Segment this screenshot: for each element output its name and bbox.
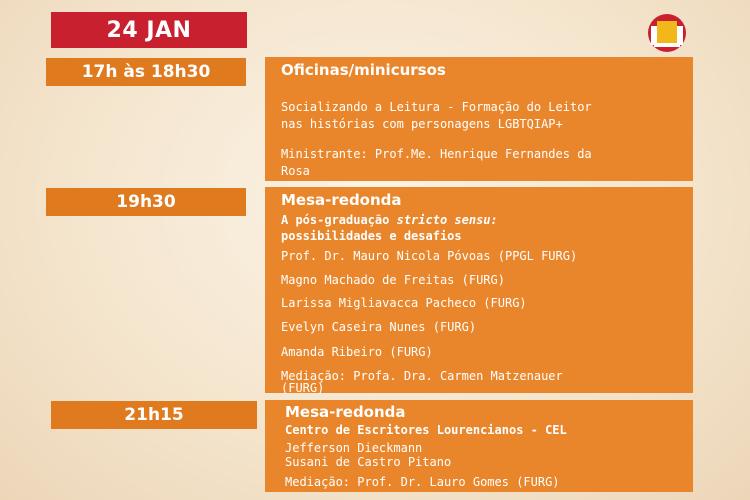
time-label: 17h às 18h30 (81, 62, 211, 82)
mediation-line: Mediação: Prof. Dr. Lauro Gomes (FURG) (285, 475, 560, 489)
session-line: Ministrante: Prof.Me. Henrique Fernandes da (281, 147, 592, 161)
session-subtitle (281, 212, 498, 228)
session-title: Oficinas/minicursos (281, 61, 446, 79)
session-line: Socializando a Leitura - Formação do Leitor (281, 100, 592, 114)
session-title: Mesa-redonda (281, 191, 402, 209)
date-label: 24 JAN (106, 17, 192, 43)
participant-line: Amanda Ribeiro (FURG) (281, 345, 433, 359)
session-subtitle: Centro de Escritores Lourencianos - CEL (285, 423, 567, 437)
time-label: 19h30 (116, 192, 176, 212)
mediation-line: Mediação: Profa. Dra. Carmen Matzenauer (281, 369, 563, 383)
participant-line: Magno Machado de Freitas (FURG) (281, 273, 505, 287)
session-box-2 (265, 187, 693, 393)
session-box-3 (265, 400, 693, 492)
date-badge (51, 12, 247, 48)
participant-line: Evelyn Caseira Nunes (FURG) (281, 320, 477, 334)
time-label: 21h15 (124, 405, 184, 425)
participant-line: Jefferson Dieckmann (285, 441, 423, 455)
participant-line: Prof. Dr. Mauro Nicola Póvoas (PPGL FURG) (281, 249, 578, 263)
time-box-3 (51, 401, 257, 429)
session-box-1 (265, 57, 693, 181)
session-line: Rosa (281, 164, 310, 178)
session-title: Mesa-redonda (285, 403, 406, 421)
mediation-line: (FURG) (281, 381, 325, 395)
subtitle-italic: stricto sensu: (396, 213, 498, 227)
subtitle-part: A pós-graduação (281, 213, 397, 227)
institution-logo-icon (646, 12, 688, 54)
time-box-1 (46, 58, 246, 86)
participant-line: Larissa Migliavacca Pacheco (FURG) (281, 296, 527, 310)
session-line: nas histórias com personagens LGBTQIAP+ (281, 117, 563, 131)
session-subtitle-line2: possibilidades e desafios (281, 229, 462, 243)
time-box-2 (46, 188, 246, 216)
participant-line: Susani de Castro Pitano (285, 455, 452, 469)
